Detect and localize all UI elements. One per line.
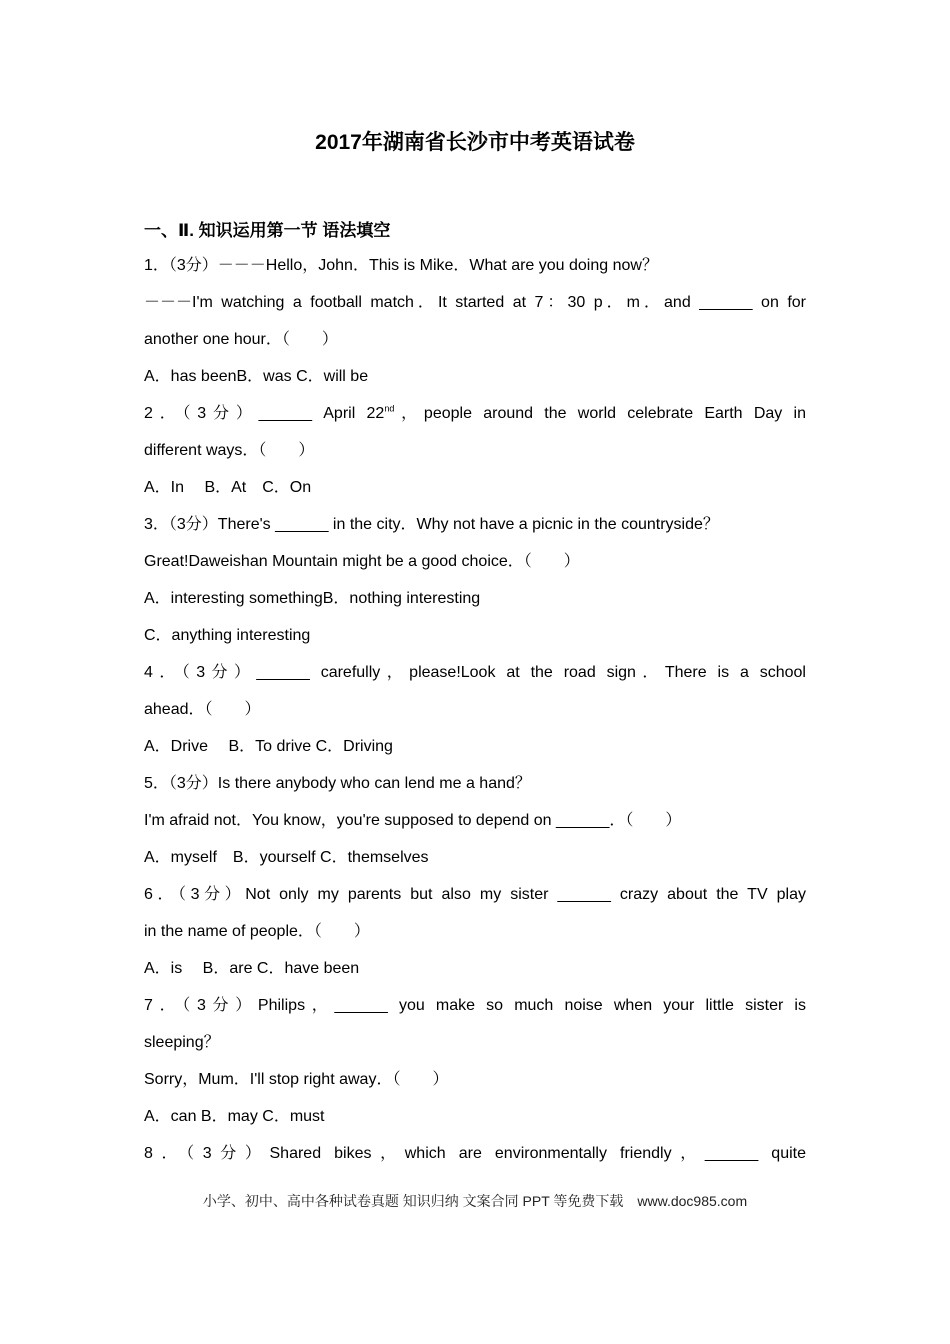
q6-options: A．is B．are C．have been: [144, 960, 360, 977]
q4-line-2: ahead．（ ）: [144, 701, 261, 718]
q2-stem: [144, 395, 806, 432]
q2-stem-tail: ，people around the world celebrate Earth Day in: [394, 405, 806, 422]
q3-option-c: C．anything interesting: [144, 627, 311, 644]
q6-stem: 6．（3分）Not only my parents but also my sister ______ crazy about the TV play: [144, 886, 806, 903]
page-footer: 小学、初中、高中各种试卷真题 知识归纳 文案合同 PPT 等免费下载 www.doc985.com: [202, 1193, 748, 1209]
page-title: 2017年湖南省长沙市中考英语试卷: [315, 131, 635, 154]
q6-line-2: in the name of people．（ ）: [144, 923, 370, 940]
q4-stem: 4．（3分）______ carefully，please!Look at the road sign．There is a school: [144, 664, 806, 681]
q7-stem: 7．（3分）Philips，______ you make so much noise when your little sister is: [144, 997, 806, 1014]
q5-options: A．myself B．yourself C．themselves: [144, 849, 429, 866]
q4-options: A．Drive B．To drive C．Driving: [144, 738, 393, 755]
q5-stem: 5．（3分）Is there anybody who can lend me a hand？: [144, 775, 531, 792]
q1-options: A．has beenB．was C．will be: [144, 368, 369, 385]
q2-options: A．In B．At C．On: [144, 479, 312, 496]
q3-stem: 3．（3分）There's ______ in the city．Why not have a picnic in the countryside？: [144, 516, 719, 533]
section-heading: 一、Ⅱ. 知识运用第一节 语法填空: [144, 221, 391, 240]
question-list: [144, 247, 806, 1172]
q1-stem: 1．（3分）－－－Hello，John．This is Mike．What are you doing now？: [144, 257, 658, 274]
q2-stem-text: 2．（3分）______ April 22: [144, 405, 385, 422]
q7-options: A．can B．may C．must: [144, 1108, 325, 1125]
q2-superscript: nd: [384, 403, 395, 414]
q7-line-2: sleeping？: [144, 1034, 220, 1051]
q3-options-ab: A．interesting somethingB．nothing interesting: [144, 590, 481, 607]
q8-stem: 8．（3分）Shared bikes，which are environmentally friendly，______ quite: [144, 1145, 806, 1162]
q7-line-3: Sorry，Mum．I'll stop right away．（ ）: [144, 1071, 449, 1088]
q5-line-2: I'm afraid not．You know，you're supposed to depend on ______．（ ）: [144, 812, 682, 829]
q3-line-2: Great!Daweishan Mountain might be a good choice．（ ）: [144, 553, 580, 570]
q1-line-3: another one hour．（ ）: [144, 331, 338, 348]
q1-line-2: －－－I'm watching a football match．It started at 7：30 p．m．and ______ on for: [144, 294, 806, 311]
q2-line-2: different ways．（ ）: [144, 442, 315, 459]
